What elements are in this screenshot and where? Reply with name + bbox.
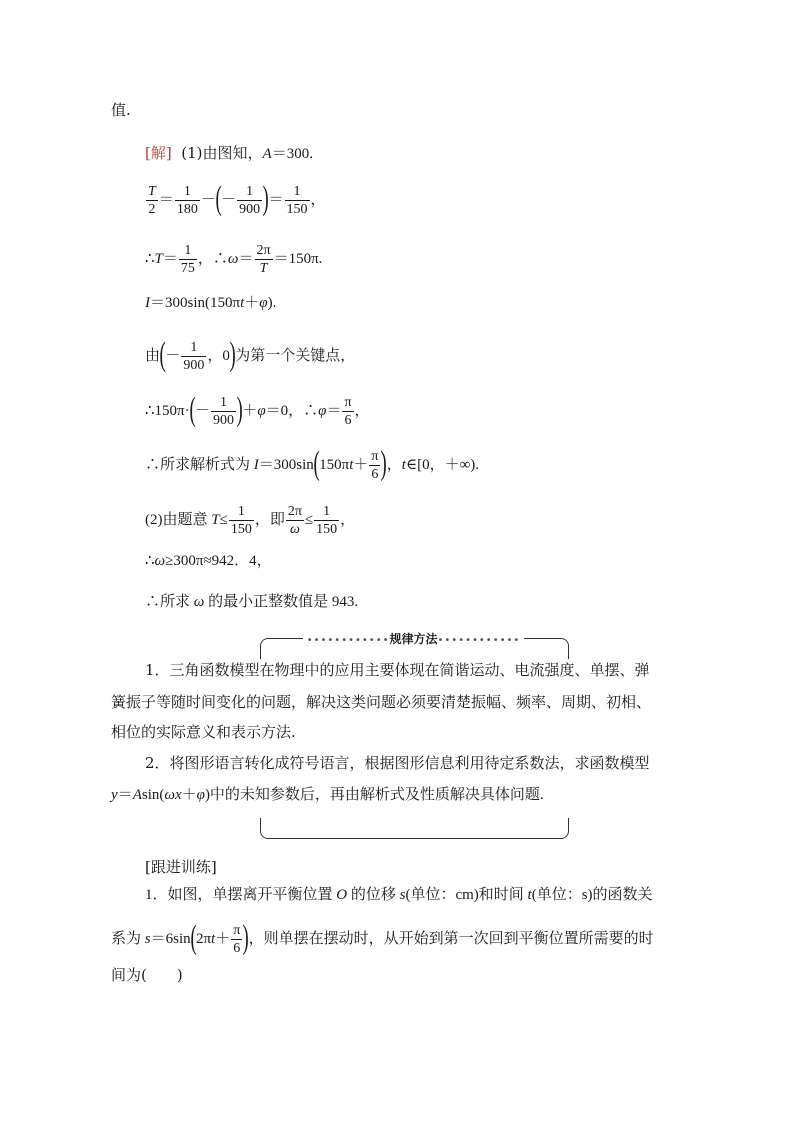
numerator: π	[371, 449, 379, 464]
paren-left: (	[189, 390, 196, 428]
variable: ω	[193, 594, 205, 610]
text-fragment: ＝300.	[271, 146, 313, 162]
fraction	[229, 503, 254, 538]
text-fragment: 2π	[195, 930, 212, 947]
fraction	[179, 242, 197, 277]
text-fragment: 的最小正整数值是 943.	[204, 594, 359, 610]
text-fragment: ，∴	[197, 250, 228, 267]
dots-decoration: ••••••••••••	[437, 635, 521, 646]
fraction	[369, 448, 380, 483]
variable: T	[211, 511, 220, 528]
text-fragment: ＝6sin	[150, 930, 191, 947]
text-fragment: [跟进训练]	[145, 858, 217, 876]
variable: s	[144, 930, 151, 947]
denominator: 75	[180, 261, 195, 276]
text-fragment: ，	[340, 511, 356, 528]
denominator: 150	[230, 522, 252, 537]
variable: t	[349, 456, 354, 473]
numerator: 1	[314, 503, 339, 521]
text-fragment: 150π	[319, 456, 350, 473]
denominator: 150	[286, 202, 308, 217]
paren-left: (	[215, 179, 222, 217]
text-fragment: ，	[310, 191, 326, 208]
paren-right: )	[262, 179, 269, 217]
denominator: 150	[316, 522, 338, 537]
fraction	[146, 183, 158, 218]
method-line	[145, 753, 650, 773]
equation-line-4	[145, 293, 276, 313]
text-fragment: －	[194, 402, 210, 419]
method-line	[111, 785, 544, 805]
denominator: ω	[289, 522, 300, 537]
variable: ω	[227, 250, 239, 267]
variable: φ	[318, 402, 327, 419]
text-fragment: ，即	[254, 511, 285, 528]
text-fragment: ＝150π.	[273, 250, 323, 267]
denominator: 6	[344, 413, 352, 428]
denominator: 6	[233, 941, 241, 956]
denominator: 6	[371, 467, 379, 482]
text-fragment: ＝	[238, 250, 254, 267]
method-line	[111, 722, 296, 742]
variable: ωx	[164, 787, 182, 803]
practice-title	[145, 857, 217, 877]
text-fragment: (1)由图知，	[181, 144, 263, 162]
text-fragment: 间为( )	[111, 966, 183, 984]
denominator: T	[259, 261, 268, 276]
variable: φ	[257, 402, 266, 419]
fraction	[342, 394, 353, 429]
numerator: 1	[211, 394, 236, 412]
text-fragment: ＝	[162, 250, 178, 267]
text-fragment: 由	[145, 347, 161, 364]
method-box-bottom-border	[260, 818, 569, 839]
variable: φ	[196, 787, 205, 803]
fraction	[314, 503, 339, 538]
equation-line-5	[145, 335, 356, 374]
denominator: 900	[239, 202, 261, 217]
text-fragment: (2)由题意	[145, 511, 212, 528]
fraction	[255, 242, 273, 277]
numerator: 1	[179, 242, 197, 260]
text-fragment: －	[200, 191, 216, 208]
text-fragment: ＝	[268, 191, 284, 208]
variable: t	[240, 295, 245, 311]
method-line	[145, 660, 650, 680]
text-fragment: ∴	[145, 250, 155, 267]
text-fragment: ≥300π≈942．4，	[165, 553, 272, 569]
text-fragment: 1．三角函数模型在物理中的应用主要体现在简谐运动、电流强度、单摆、弹	[145, 661, 650, 679]
text-fragment: ＝	[326, 402, 342, 419]
variable: y	[111, 787, 118, 803]
variable: A	[262, 146, 272, 162]
variable: I	[253, 456, 259, 473]
numerator: 1	[229, 503, 254, 521]
text-fragment: )中的未知参数后，再由解析式及性质解决具体问题.	[204, 787, 544, 803]
text-fragment: 簧振子等随时间变化的问题，解决这类问题必须要清楚振幅、频率、周期、初相、	[111, 693, 652, 711]
numerator: 1	[175, 183, 200, 201]
text-fragment: ，则单摆在摆动时，从开始到第一次回到平衡位置所需要的时	[248, 930, 654, 947]
text-fragment: ＋	[353, 456, 369, 473]
paren-left: (	[190, 918, 197, 956]
fraction	[175, 183, 200, 218]
fraction	[237, 183, 262, 218]
text-fragment: (单位：cm)和时间	[405, 887, 528, 903]
method-box-label	[262, 630, 565, 647]
solution-tag: 解	[150, 144, 166, 162]
text-fragment: 值.	[111, 101, 131, 119]
variable: A	[132, 787, 142, 803]
equation-line-9	[145, 551, 272, 571]
equation-line-7	[145, 444, 480, 483]
paren-right: )	[242, 918, 250, 956]
numerator: 2π	[287, 504, 302, 519]
paren-right: )	[229, 335, 236, 373]
text-fragment: 1．如图，单摆离开平衡位置	[145, 887, 337, 903]
text-fragment: ∈[0，＋∞).	[405, 456, 480, 473]
text-fragment: ＋	[181, 787, 197, 803]
numerator: 1	[181, 339, 206, 357]
text-fragment: ＋	[244, 295, 260, 311]
method-line	[111, 692, 651, 712]
text-fragment: ＝300sin(150π	[150, 295, 241, 311]
text-fragment: ，	[354, 402, 370, 419]
text-fragment: (单位：s)的函数关	[531, 887, 653, 903]
text-fragment: ＝0，∴	[265, 402, 319, 419]
text-fragment: 相位的实际意义和表示方法.	[111, 723, 296, 741]
equation-line-3	[145, 242, 322, 277]
numerator: 1	[237, 183, 262, 201]
text-fragment: ＋	[215, 930, 231, 947]
text-fragment: 的位移	[347, 887, 400, 903]
variable: O	[336, 887, 348, 903]
solution-bracket-close: ]	[165, 144, 172, 162]
fraction	[181, 339, 206, 374]
text-fragment: 2．将图形语言转化成符号语言，根据图形信息利用待定系数法，求函数模型	[145, 754, 650, 772]
numerator: T	[148, 184, 156, 199]
text-fragment: －	[221, 191, 237, 208]
denominator: 900	[212, 413, 234, 428]
text-fragment: ∴150π·	[145, 402, 190, 419]
denominator: 2	[148, 202, 156, 217]
text-fragment: sin(	[141, 787, 165, 803]
variable: ω	[154, 553, 166, 569]
denominator: 900	[183, 358, 205, 373]
equation-line-2	[145, 179, 326, 218]
numerator: 1	[285, 183, 310, 201]
text-fragment: ∴所求	[145, 594, 194, 610]
fraction	[286, 503, 304, 538]
variable: t	[211, 930, 216, 947]
text-fragment: ).	[267, 295, 277, 311]
variable: t	[401, 456, 406, 473]
fraction	[231, 922, 242, 957]
text-fragment: 为第一个关键点，	[235, 347, 356, 364]
fraction	[285, 183, 310, 218]
text-fragment: ＋	[242, 402, 258, 419]
solution-line-1	[145, 143, 313, 164]
question-line	[111, 918, 654, 957]
numerator: 2π	[256, 243, 271, 258]
paren-right: )	[381, 444, 388, 482]
variable: T	[154, 250, 163, 267]
text-fragment: ≤	[304, 511, 314, 528]
text-fragment: ∴所求解析式为	[145, 456, 254, 473]
method-box-title: 规律方法	[389, 632, 438, 646]
text-fragment: ＝300sin	[258, 456, 314, 473]
question-line	[111, 965, 183, 985]
equation-line-6	[145, 390, 370, 429]
variable: I	[145, 295, 150, 311]
paren-right: )	[236, 390, 243, 428]
equation-line-8	[145, 503, 355, 538]
variable: t	[527, 887, 532, 903]
dots-decoration: ••••••••••••	[306, 635, 390, 646]
text-fragment: 系为	[111, 930, 145, 947]
text-fragment: ＝	[117, 787, 133, 803]
text-fragment: ，	[386, 456, 402, 473]
question-line	[145, 885, 653, 905]
variable: s	[399, 887, 406, 903]
numerator: π	[233, 923, 241, 938]
variable: φ	[259, 295, 268, 311]
paren-left: (	[313, 444, 320, 482]
text-fragment: ＝	[158, 191, 174, 208]
solution-bracket-open: [	[145, 144, 151, 162]
text-fragment: ∴	[145, 553, 155, 569]
text-fragment: ≤	[219, 511, 228, 528]
equation-line-10	[145, 592, 358, 612]
numerator: π	[344, 395, 352, 410]
paren-left: (	[159, 335, 166, 373]
denominator: 180	[176, 202, 198, 217]
fraction	[211, 394, 236, 429]
text-fragment: ，0	[207, 347, 230, 364]
text-line	[111, 100, 131, 120]
text-fragment: －	[165, 347, 181, 364]
